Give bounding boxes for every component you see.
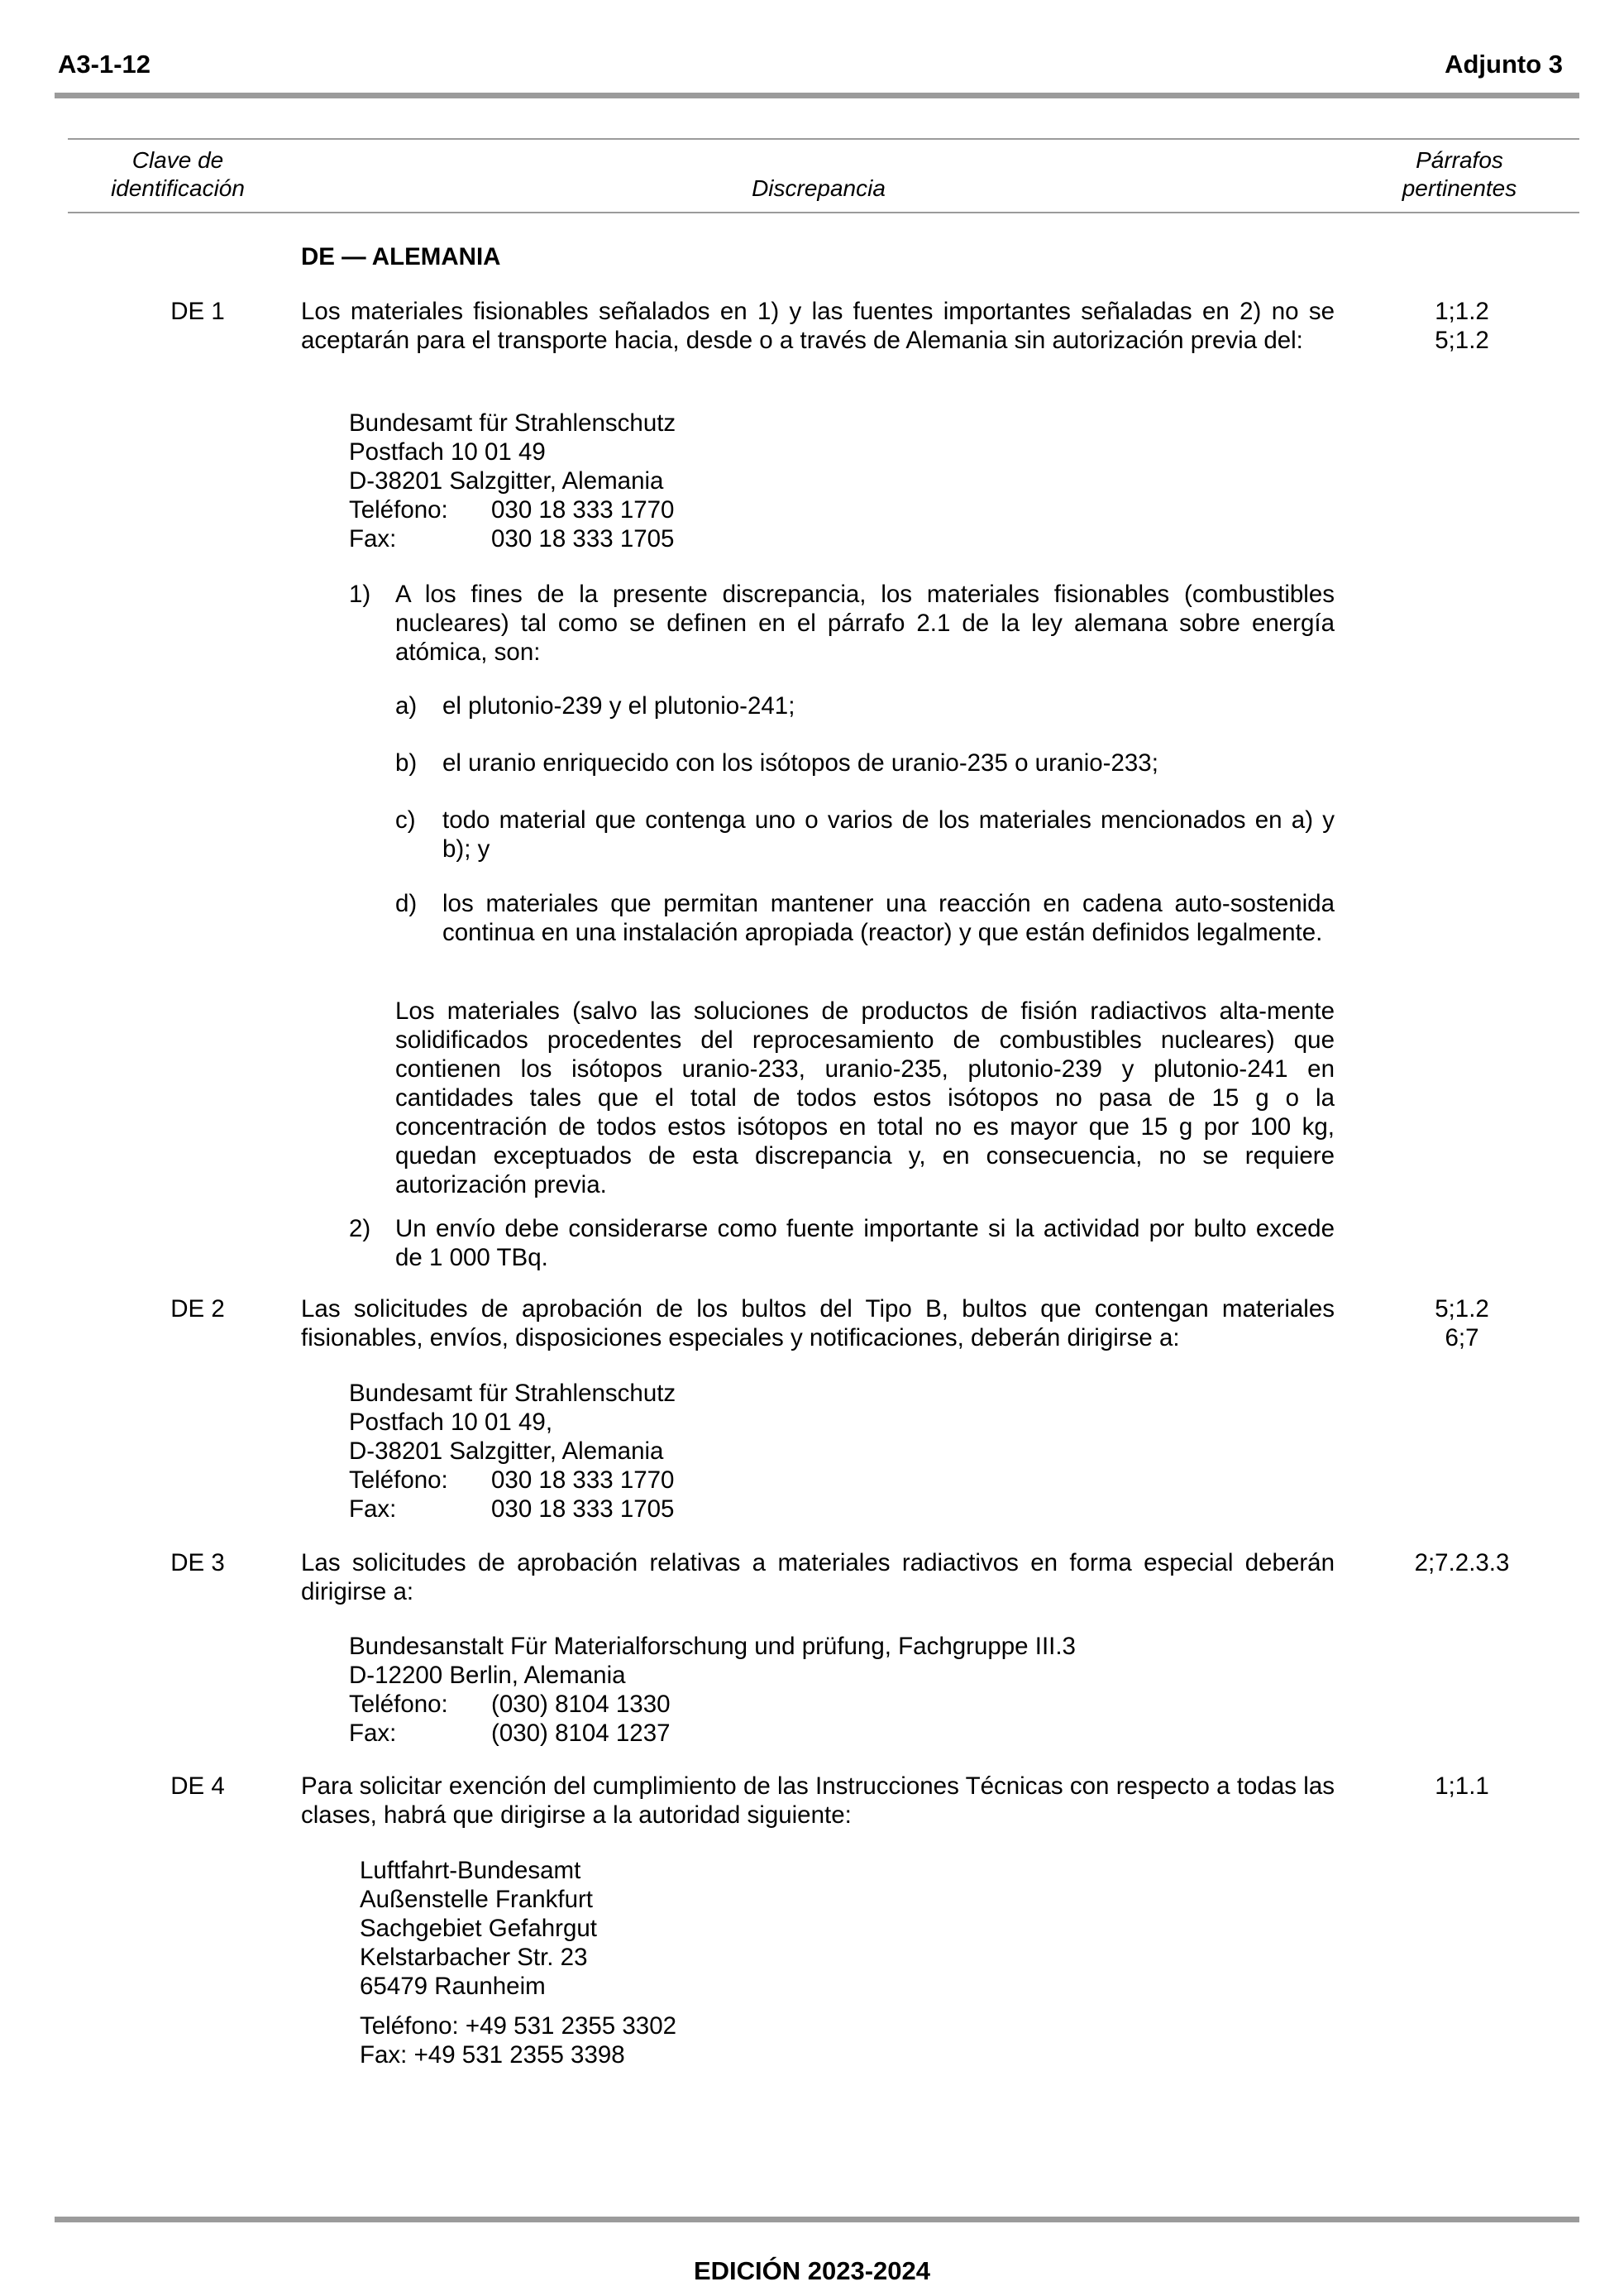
- de2-address: Bundesamt für Strahlenschutz Postfach 10 01 49, D-38201 Salzgitter, Alemania Teléfono: 030 18 333 1770 Fax: 030 18 333 1705: [349, 1380, 676, 1523]
- sub-item-label: c): [395, 806, 416, 834]
- de1-sub-c: todo material que contenga uno o varios de los materiales mencionados en a) y b); y: [442, 806, 1335, 863]
- column-header-key: Clave de identificación: [111, 147, 245, 201]
- de1-exemption: Los materiales (salvo las soluciones de productos de fisión radiactivos alta-mente solidificados procedentes del reprocesamiento de combustibles nucleares) que contienen los isótopos uranio-233, uranio-235, plutonio-239 y plutonio-241 en cantidades tales que el total de todos estos isótopos no pasa de 15 g o la concentración de todos estos isótopos en total no es mayor que 15 g por 100 kg, quedan exceptuados de esta discrepancia y, en consecuencia, no se requiere autorización previa.: [395, 997, 1335, 1198]
- key-de1: DE 1: [170, 298, 225, 325]
- de1-sub-b: el uranio enriquecido con los isótopos de uranio-235 o uranio-233;: [442, 749, 1158, 777]
- de1-sub-a: el plutonio-239 y el plutonio-241;: [442, 692, 795, 720]
- section-title: DE — ALEMANIA: [301, 243, 501, 270]
- de1-intro: Los materiales fisionables señalados en 1) y las fuentes importantes señaladas en 2) no se aceptarán para el transporte hacia, desde o a través de Alemania sin autorización previa del:: [301, 298, 1335, 354]
- key-de2: DE 2: [170, 1295, 225, 1323]
- de4-intro: Para solicitar exención del cumplimiento de las Instrucciones Técnicas con respecto a todas las clases, habrá que dirigirse a la autoridad siguiente:: [301, 1772, 1335, 1829]
- sub-item-label: b): [395, 749, 418, 777]
- sub-item-label: a): [395, 692, 418, 720]
- footer-rule: [55, 2217, 1579, 2222]
- table-header-rule: [68, 212, 1579, 213]
- sub-item-label: d): [395, 890, 418, 917]
- document-code: A3-1-12: [58, 50, 150, 79]
- key-de4: DE 4: [170, 1772, 225, 1800]
- column-header-discrepancy: Discrepancia: [752, 175, 886, 201]
- column-header-paragraphs: Párrafos pertinentes: [1402, 147, 1517, 201]
- paragraphs-de1: 1;1.2 5;1.2: [1435, 298, 1489, 354]
- de3-address: Bundesanstalt Für Materialforschung und prüfung, Fachgruppe III.3 D-12200 Berlin, Alemania Teléfono: (030) 8104 1330 Fax: (030) 8104 1237: [349, 1633, 1076, 1747]
- table-top-rule: [68, 138, 1579, 140]
- item-number: 2): [349, 1215, 371, 1242]
- item-number: 1): [349, 581, 371, 608]
- header-rule: [55, 93, 1579, 98]
- de1-sub-d: los materiales que permitan mantener una reacción en cadena auto-sostenida continua en una instalación apropiada (reactor) y que están definidos legalmente.: [442, 890, 1335, 946]
- de1-address: Bundesamt für Strahlenschutz Postfach 10 01 49 D-38201 Salzgitter, Alemania Teléfono: 030 18 333 1770 Fax: 030 18 333 1705: [349, 409, 676, 552]
- edition-footer: EDICIÓN 2023-2024: [693, 2256, 931, 2285]
- de1-item2-text: Un envío debe considerarse como fuente importante si la actividad por bulto excede de 1 000 TBq.: [395, 1215, 1335, 1271]
- paragraphs-de4: 1;1.1: [1435, 1772, 1489, 1800]
- attachment-label: Adjunto 3: [1445, 50, 1563, 79]
- de4-address: Luftfahrt-Bundesamt Außenstelle Frankfurt Sachgebiet Gefahrgut Kelstarbacher Str. 23 65479 Raunheim: [360, 1857, 598, 2000]
- de2-intro: Las solicitudes de aprobación de los bultos del Tipo B, bultos que contengan materiales fisionables, envíos, disposiciones especiales y notificaciones, deberán dirigirse a:: [301, 1295, 1335, 1351]
- paragraphs-de3: 2;7.2.3.3: [1414, 1549, 1510, 1576]
- de1-item1-text: A los fines de la presente discrepancia, los materiales fisionables (combustibles nucleares) tal como se definen en el párrafo 2.1 de la ley alemana sobre energía atómica, son:: [395, 581, 1335, 666]
- key-de3: DE 3: [170, 1549, 225, 1576]
- de4-contact: Teléfono: +49 531 2355 3302 Fax: +49 531 2355 3398: [360, 2012, 677, 2069]
- de3-intro: Las solicitudes de aprobación relativas a materiales radiactivos en forma especial deberán dirigirse a:: [301, 1549, 1335, 1605]
- page-header: [58, 50, 1563, 91]
- paragraphs-de2: 5;1.2 6;7: [1435, 1295, 1489, 1351]
